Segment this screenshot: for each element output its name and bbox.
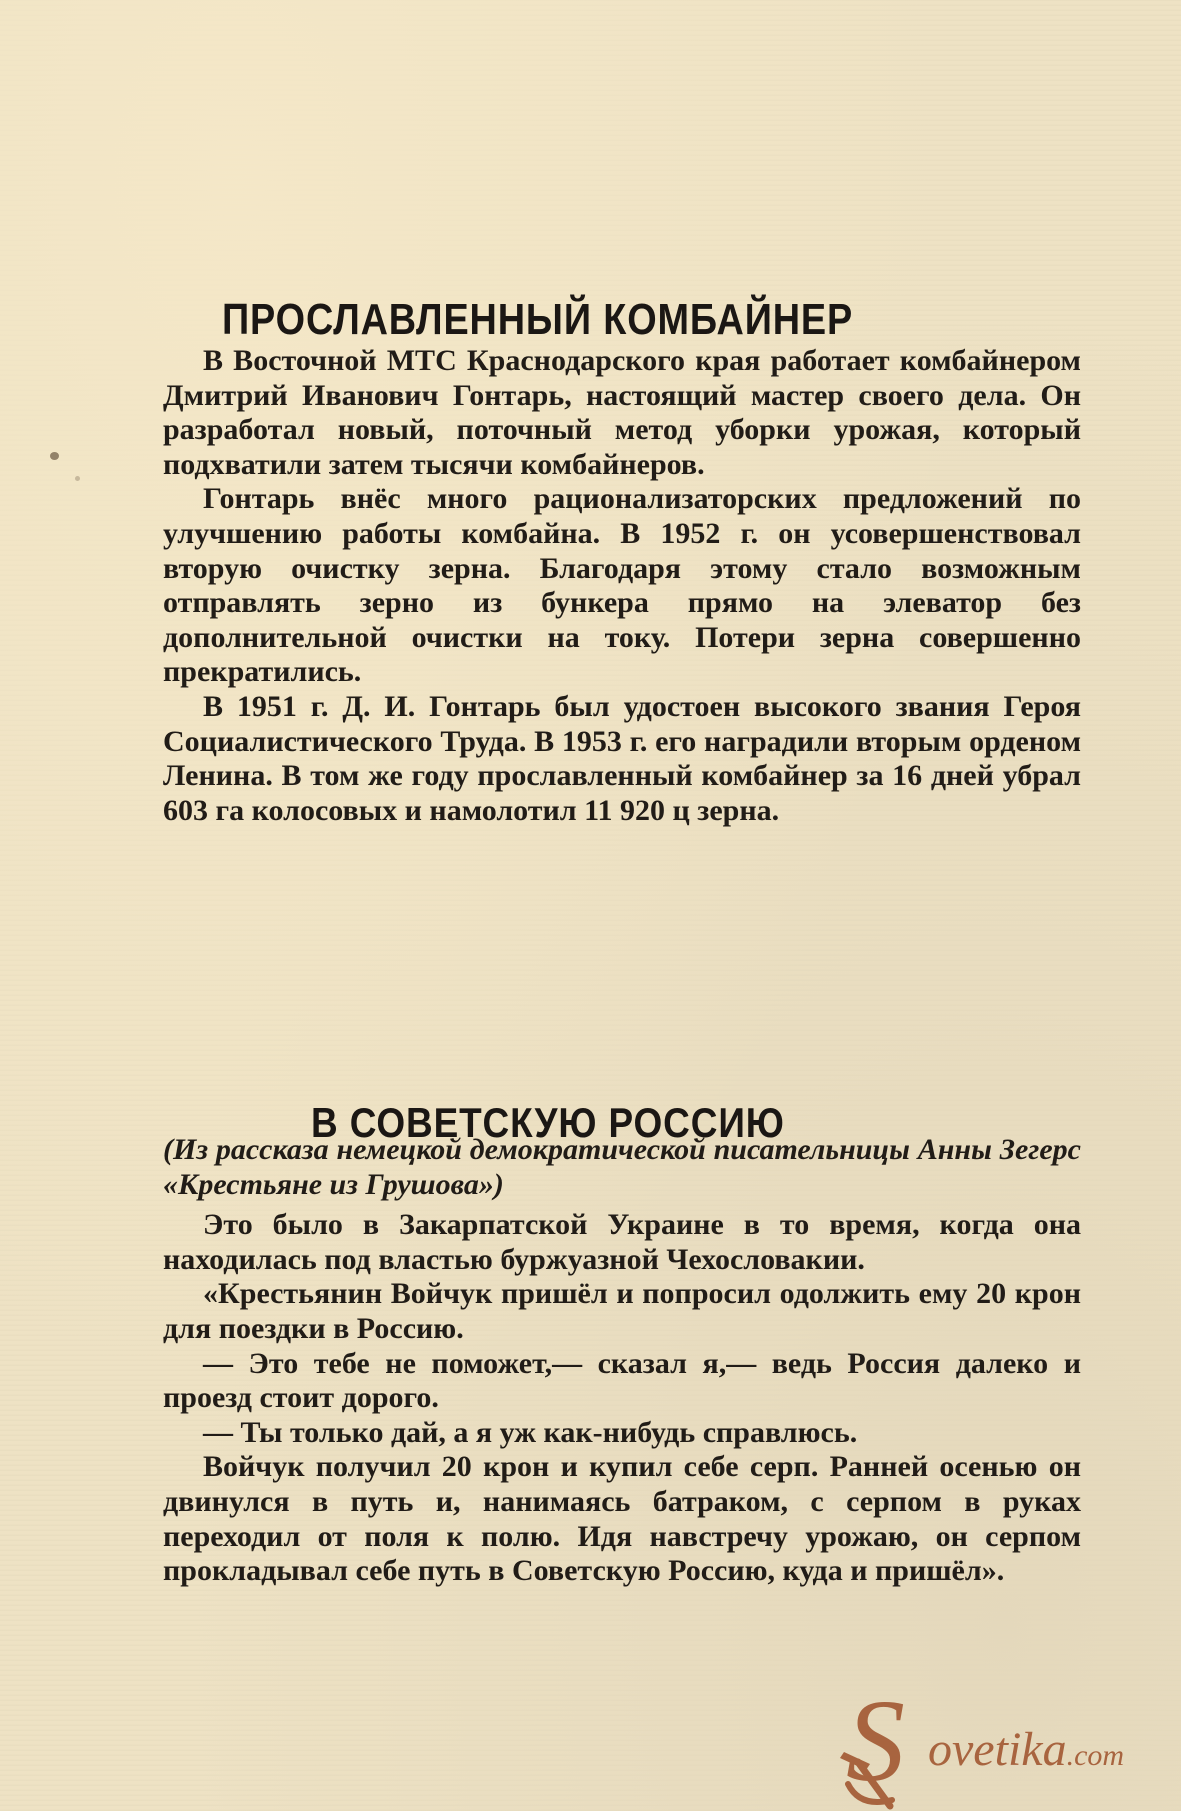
watermark-domain: .com bbox=[1066, 1739, 1125, 1772]
paragraph: «Крестьянин Войчук пришёл и попросил одолжить ему 20 крон для поездки в Россию. bbox=[163, 1277, 1081, 1345]
article-body-combiner bbox=[163, 344, 1081, 828]
article-subtitle: (Из рассказа немецкой демократической писательницы Анны Зегерс «Крестьяне из Грушова») bbox=[163, 1133, 1081, 1201]
paper-spot bbox=[50, 452, 59, 460]
paper-spot bbox=[75, 476, 80, 481]
paragraph: — Это тебе не поможет,— сказал я,— ведь Россия далеко и проезд стоит дорого. bbox=[163, 1346, 1081, 1415]
watermark-name: ovetika bbox=[928, 1723, 1067, 1776]
paragraph: — Ты только дай, а я уж как-нибудь справлюсь. bbox=[203, 1415, 858, 1449]
paragraph: Гонтарь внёс много рационализаторских предложений по улучшению работы комбайна. В 1952 г. он усовершенствовал вторую очистку зерна. Благодаря этому стало возможным отправлять зерно из бункера прямо на элеватор без дополнительной очистки на току. Потери зерна совершенно прекратились. bbox=[163, 482, 1081, 689]
paragraph: Это было в Закарпатской Украине в то время, когда она находилась под властью буржуазной Чехословакии. bbox=[163, 1208, 1081, 1276]
paragraph: Войчук получил 20 крон и купил себе серп. Ранней осенью он двинулся в путь и, нанимаясь батраком, с серпом в руках переходил от поля к полю. Идя навстречу урожаю, он серпом прокладывал себе путь в Советскую Россию, куда и пришёл». bbox=[163, 1450, 1081, 1588]
article-body-soviet-russia bbox=[163, 1133, 1081, 1589]
article-title-combiner: ПРОСЛАВЛЕННЫЙ КОМБАЙНЕР bbox=[222, 295, 854, 345]
watermark-text bbox=[928, 1722, 1124, 1777]
paragraph: В Восточной МТС Краснодарского края работает комбайнером Дмитрий Иванович Гонтарь, настоящий мастер своего дела. Он разработал новый, поточный метод уборки урожая, который подхватили затем тысячи комбайнеров. bbox=[163, 344, 1081, 481]
sovetika-watermark bbox=[836, 1675, 1181, 1806]
watermark-initial: S bbox=[846, 1675, 905, 1806]
article-title-soviet-russia: В СОВЕТСКУЮ РОССИЮ bbox=[311, 1098, 785, 1146]
paragraph: В 1951 г. Д. И. Гонтарь был удостоен высокого звания Героя Социалистического Труда. В 1953 г. его наградили вторым орденом Ленина. В том же году прославленный комбайнер за 16 дней убрал 603 га колосовых и намолотил 11 920 ц зерна. bbox=[163, 689, 1081, 827]
